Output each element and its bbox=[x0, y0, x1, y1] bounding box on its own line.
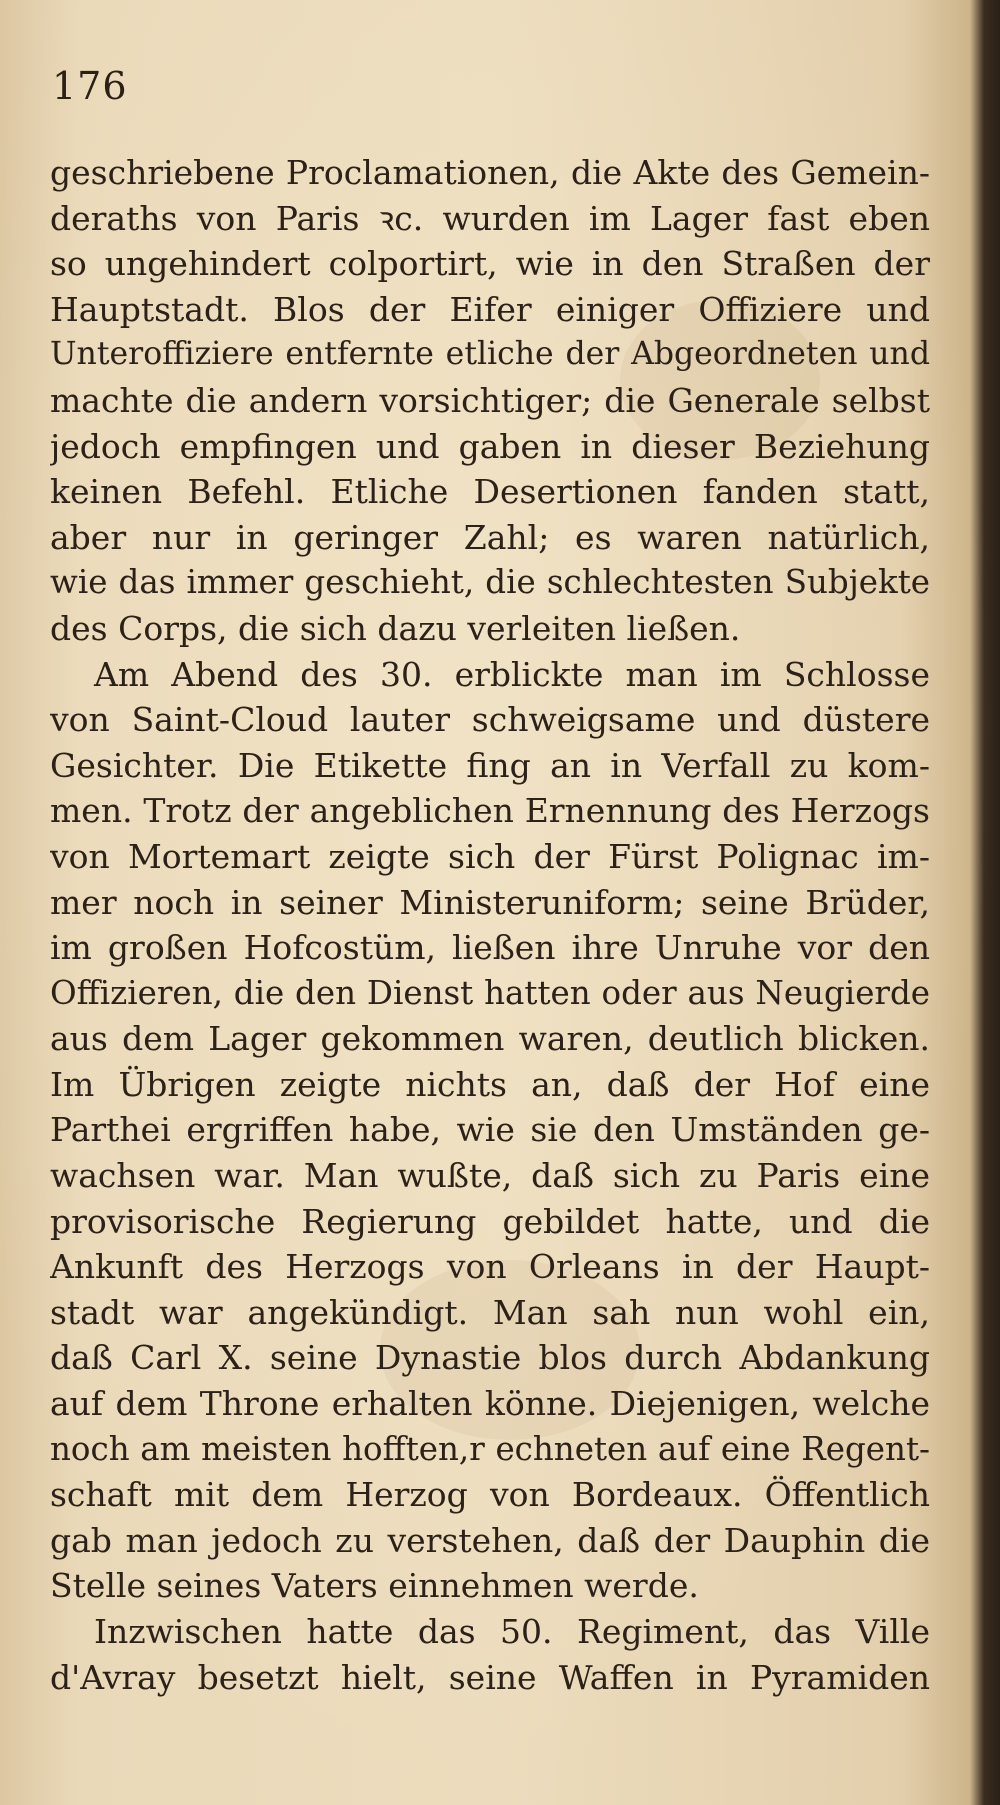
text-line: provisorische Regierung gebildet hatte, und die bbox=[50, 1201, 930, 1241]
text-line: schaft mit dem Herzog von Bordeaux. Öffentlich bbox=[50, 1475, 930, 1515]
text-line: Am Abend des 30. erblickte man im Schlosse bbox=[94, 654, 930, 694]
text-line: gab man jedoch zu verstehen, daß der Dauphin die bbox=[50, 1520, 930, 1560]
text-line: wachsen war. Man wußte, daß sich zu Paris eine bbox=[50, 1156, 930, 1196]
text-line: von Mortemart zeigte sich der Fürst Polignac im- bbox=[50, 836, 930, 876]
text-line: men. Trotz der angeblichen Ernennung des Herzogs bbox=[50, 791, 930, 831]
text-line: Hauptstadt. Blos der Eifer einiger Offiziere und bbox=[50, 289, 930, 329]
text-line: daß Carl X. seine Dynastie blos durch Abdankung bbox=[50, 1338, 930, 1378]
text-line: des Corps, die sich dazu verleiten ließen. bbox=[50, 608, 741, 648]
text-line: Ankunft des Herzogs von Orleans in der Haupt- bbox=[50, 1247, 930, 1287]
text-line: so ungehindert colportirt, wie in den Straßen der bbox=[50, 244, 930, 284]
body-text bbox=[50, 150, 930, 1700]
text-line: auf dem Throne erhalten könne. Diejenigen, welche bbox=[50, 1384, 930, 1424]
text-line: geschriebene Proclamationen, die Akte des Gemein- bbox=[50, 153, 930, 192]
text-line: aus dem Lager gekommen waren, deutlich blicken. bbox=[50, 1019, 930, 1059]
text-line: Offizieren, die den Dienst hatten oder aus Neugierde bbox=[50, 973, 930, 1012]
text-line: Unteroffiziere entfernte etliche der Abgeordneten und bbox=[50, 336, 930, 373]
text-line: noch am meisten hofften,r echneten auf eine Regent- bbox=[50, 1429, 930, 1468]
text-line: Gesichter. Die Etikette fing an in Verfall zu kom- bbox=[50, 745, 930, 785]
text-line: von Saint-Cloud lauter schweigsame und düstere bbox=[50, 700, 930, 740]
text-line: deraths von Paris ꝛc. wurden im Lager fast eben bbox=[50, 198, 930, 238]
text-line: mer noch in seiner Ministeruniform; seine Brüder, bbox=[50, 882, 930, 922]
text-line: keinen Befehl. Etliche Desertionen fanden statt, bbox=[50, 472, 930, 512]
text-line: Inzwischen hatte das 50. Regiment, das Ville bbox=[94, 1612, 930, 1651]
text-line: Stelle seines Vaters einnehmen werde. bbox=[50, 1566, 699, 1606]
text-line: machte die andern vorsichtiger; die Generale selbst bbox=[50, 380, 930, 420]
text-line: Parthei ergriffen habe, wie sie den Umständen ge- bbox=[50, 1110, 930, 1150]
text-line: wie das immer geschieht, die schlechtesten Subjekte bbox=[50, 563, 930, 602]
text-line: jedoch empfingen und gaben in dieser Beziehung bbox=[50, 426, 930, 466]
page-number: 176 bbox=[52, 64, 128, 108]
text-line: Im Übrigen zeigte nichts an, daß der Hof eine bbox=[50, 1064, 930, 1104]
text-line: im großen Hofcostüm, ließen ihre Unruhe vor den bbox=[50, 928, 930, 968]
text-line: aber nur in geringer Zahl; es waren natürlich, bbox=[50, 517, 930, 557]
text-line: d'Avray besetzt hielt, seine Waffen in Pyramiden bbox=[50, 1657, 930, 1697]
text-line: stadt war angekündigt. Man sah nun wohl ein, bbox=[50, 1292, 930, 1332]
